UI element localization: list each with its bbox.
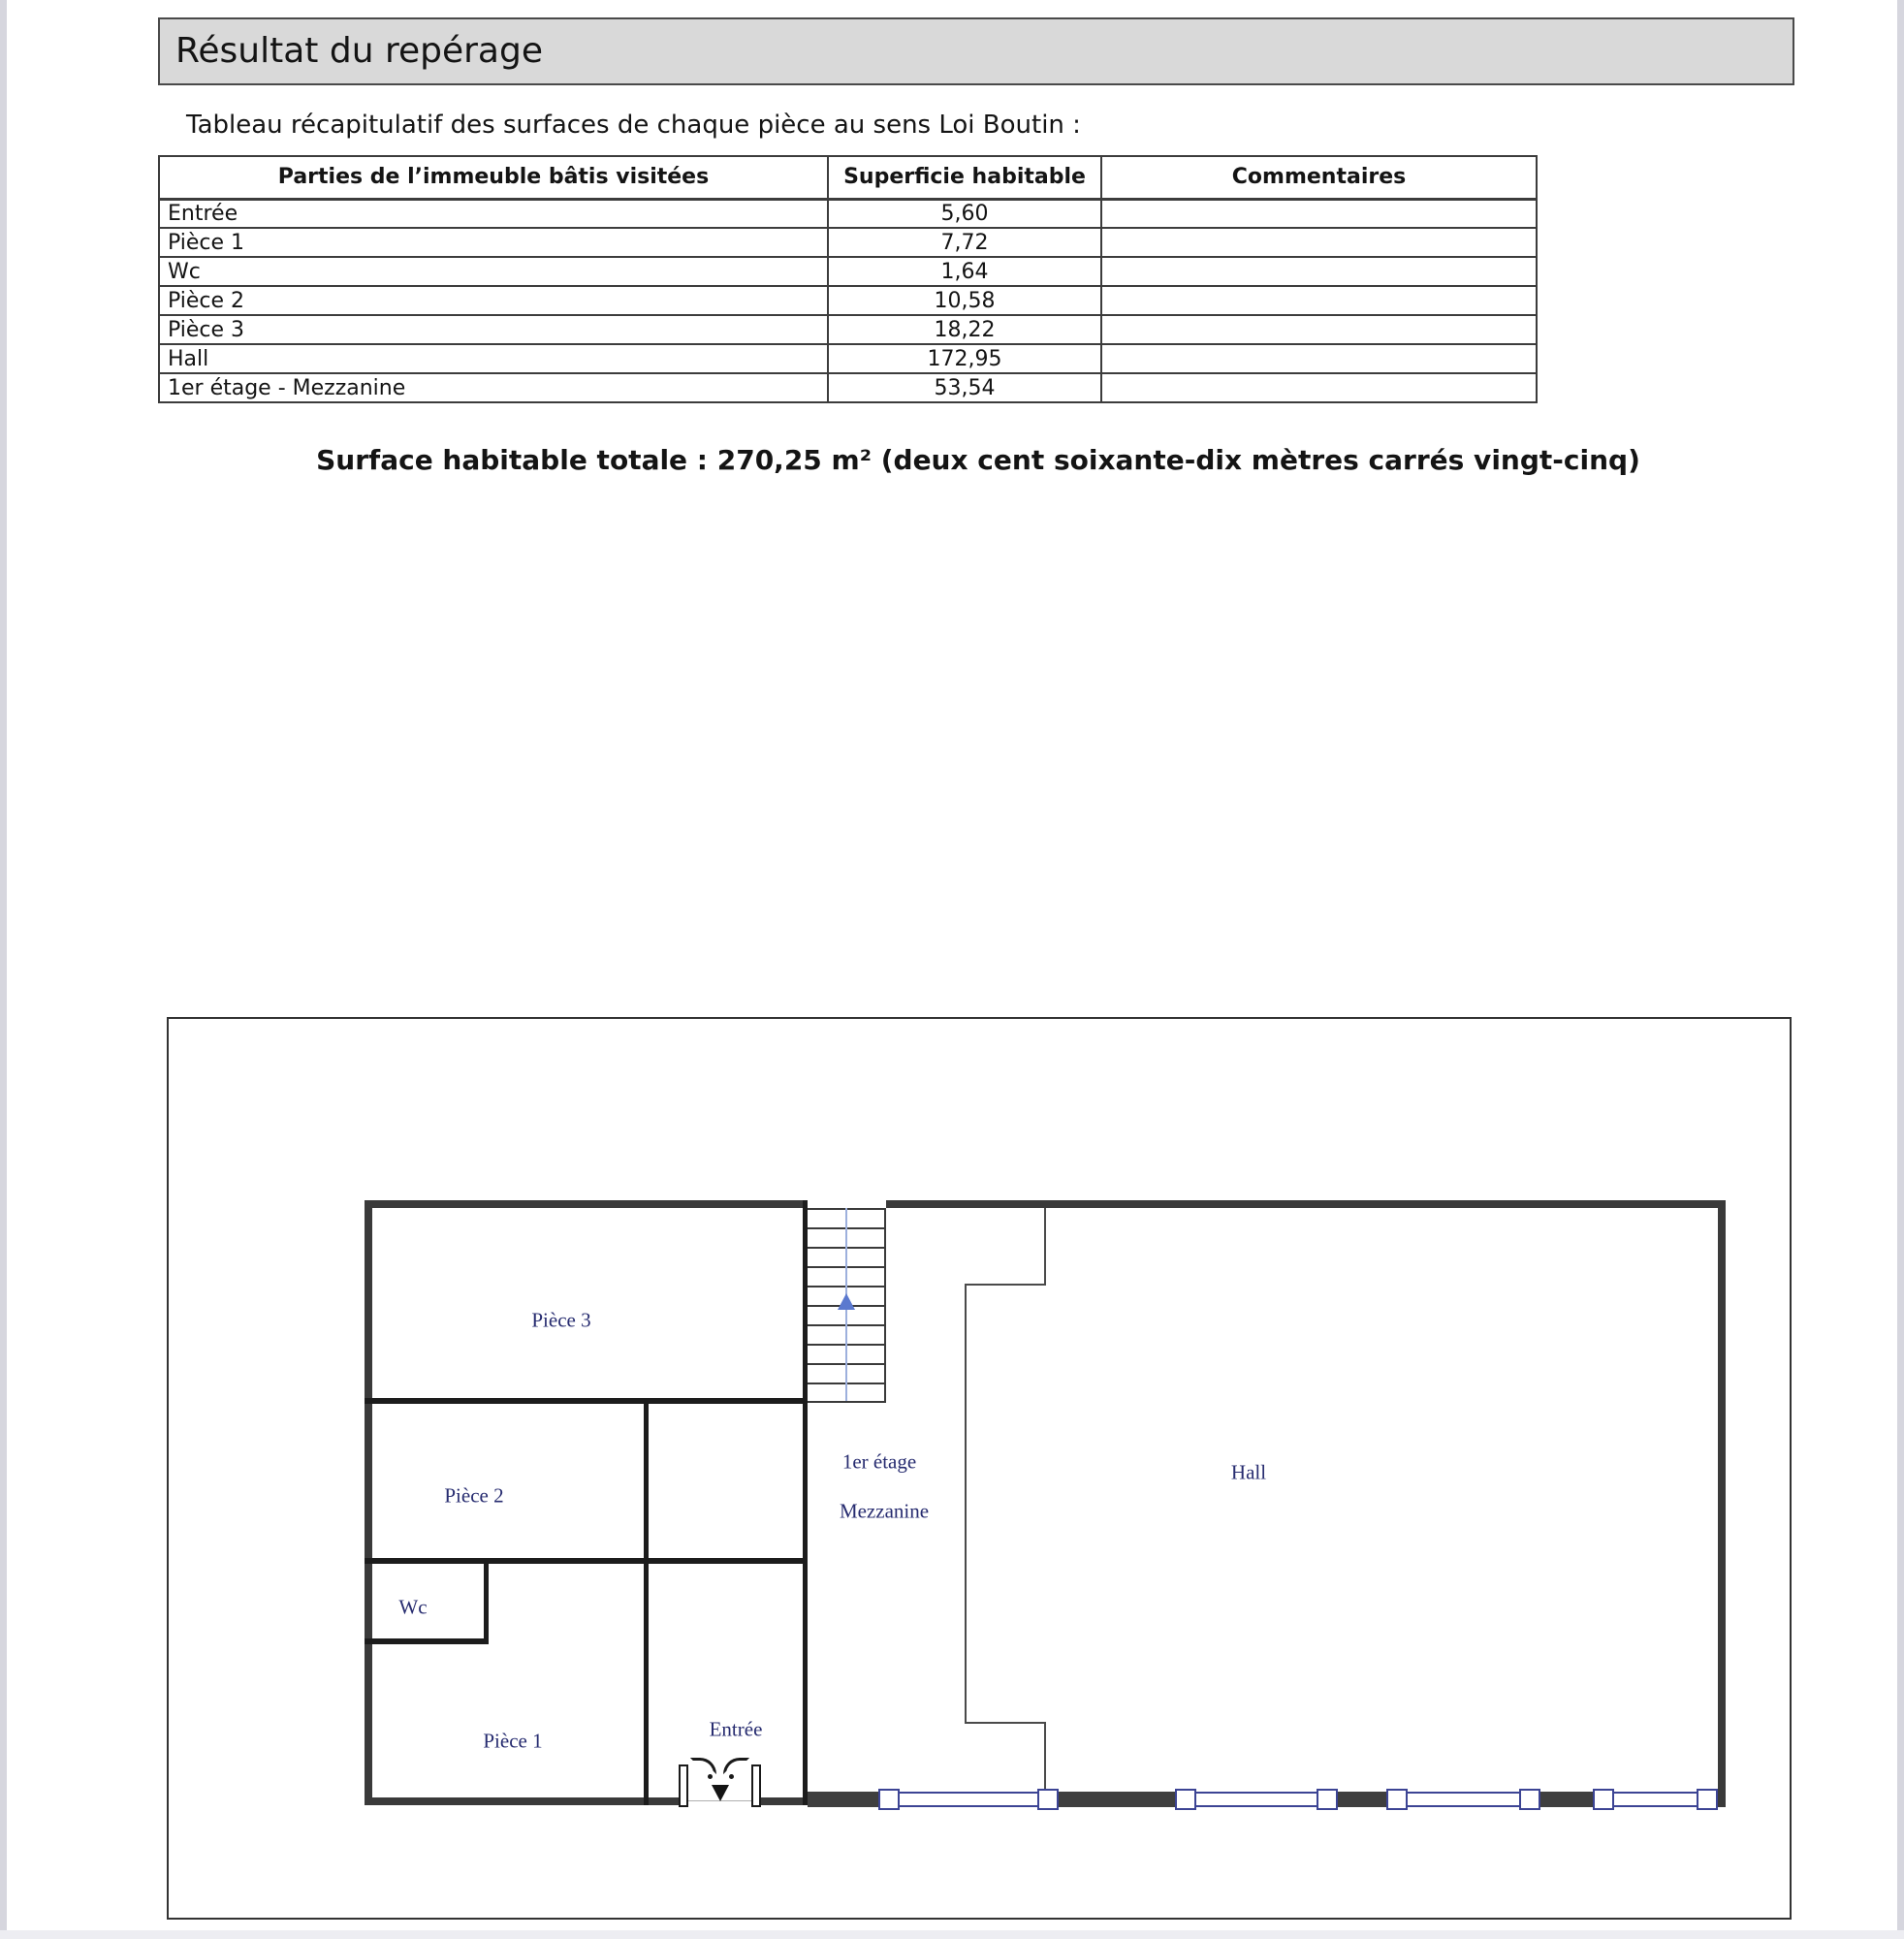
door-swing-arc-left bbox=[690, 1758, 716, 1774]
total-surface-line: Surface habitable totale : 270,25 m² (deux cent soixante-dix mètres carrés vingt-cinq) bbox=[316, 444, 1640, 476]
wall-piece1-right bbox=[644, 1398, 649, 1805]
door-swing-arc-right bbox=[723, 1758, 749, 1774]
wall-wc-bottom bbox=[365, 1638, 489, 1644]
wall-segment bbox=[1338, 1792, 1386, 1807]
door-dot bbox=[708, 1774, 713, 1779]
col-header-commentaires: Commentaires bbox=[1101, 156, 1537, 199]
wall-wc-right bbox=[484, 1558, 489, 1644]
window-post bbox=[1317, 1789, 1338, 1810]
room-comment bbox=[1101, 286, 1537, 315]
room-area: 1,64 bbox=[828, 257, 1101, 286]
room-label-wc: Wc bbox=[398, 1595, 428, 1619]
room-name: Pièce 1 bbox=[159, 228, 828, 257]
wall-segment bbox=[808, 1792, 879, 1807]
mezzanine-boundary bbox=[1044, 1208, 1046, 1284]
room-area: 18,22 bbox=[828, 315, 1101, 344]
table-caption: Tableau récapitulatif des surfaces de chaque pièce au sens Loi Boutin : bbox=[186, 111, 1081, 140]
window-segment bbox=[899, 1792, 1037, 1807]
wall-piece3-bottom bbox=[365, 1398, 808, 1404]
table-row bbox=[159, 257, 1537, 286]
door-dot bbox=[729, 1774, 734, 1779]
wall-top-right-segment bbox=[886, 1200, 1726, 1208]
page-edge-right bbox=[1897, 0, 1904, 1939]
floorplan-figure bbox=[167, 1017, 1792, 1920]
surface-table bbox=[158, 155, 1538, 403]
page-title: Résultat du repérage bbox=[175, 31, 543, 71]
wall-left bbox=[365, 1200, 372, 1805]
room-comment bbox=[1101, 228, 1537, 257]
stairs bbox=[808, 1208, 886, 1403]
window-post bbox=[1697, 1789, 1718, 1810]
door-jamb-left bbox=[679, 1764, 688, 1807]
col-header-parties: Parties de l’immeuble bâtis visitées bbox=[159, 156, 828, 199]
room-area: 53,54 bbox=[828, 373, 1101, 402]
room-name: Pièce 2 bbox=[159, 286, 828, 315]
window-segment bbox=[1614, 1792, 1708, 1807]
window-post bbox=[1519, 1789, 1540, 1810]
table-row bbox=[159, 344, 1537, 373]
page-edge-left bbox=[0, 0, 7, 1939]
room-comment bbox=[1101, 373, 1537, 402]
room-label-piece2: Pièce 2 bbox=[444, 1483, 504, 1508]
wall-right bbox=[1718, 1200, 1726, 1807]
room-area: 5,60 bbox=[828, 199, 1101, 228]
window-post bbox=[1593, 1789, 1614, 1810]
table-row bbox=[159, 228, 1537, 257]
table-row bbox=[159, 286, 1537, 315]
room-comment bbox=[1101, 344, 1537, 373]
section-title-bar bbox=[158, 17, 1794, 85]
room-name: Hall bbox=[159, 344, 828, 373]
room-label-entree: Entrée bbox=[709, 1717, 763, 1741]
door-jamb-right bbox=[751, 1764, 761, 1807]
room-label-piece1: Pièce 1 bbox=[483, 1729, 543, 1753]
room-comment bbox=[1101, 199, 1537, 228]
room-label-piece3: Pièce 3 bbox=[531, 1308, 591, 1332]
wall-segment bbox=[1539, 1792, 1593, 1807]
mezzanine-boundary bbox=[965, 1284, 1046, 1286]
wall-bottom-left bbox=[365, 1797, 682, 1805]
window-post bbox=[878, 1789, 900, 1810]
room-name: Pièce 3 bbox=[159, 315, 828, 344]
room-label-mezzanine: Mezzanine bbox=[839, 1499, 930, 1523]
page-edge-bottom bbox=[0, 1930, 1904, 1939]
mezzanine-boundary bbox=[965, 1722, 1046, 1724]
table-header-row bbox=[159, 156, 1537, 199]
room-label-hall: Hall bbox=[1230, 1460, 1267, 1484]
table-row bbox=[159, 199, 1537, 228]
wall-piece2-bottom bbox=[365, 1558, 808, 1564]
room-name: 1er étage - Mezzanine bbox=[159, 373, 828, 402]
table-row bbox=[159, 373, 1537, 402]
room-comment bbox=[1101, 257, 1537, 286]
room-name: Wc bbox=[159, 257, 828, 286]
mezzanine-boundary bbox=[965, 1284, 967, 1722]
col-header-superficie: Superficie habitable bbox=[828, 156, 1101, 199]
stairs-up-arrow-icon bbox=[838, 1293, 855, 1310]
window-post bbox=[1386, 1789, 1408, 1810]
window-segment bbox=[1406, 1792, 1519, 1807]
room-label-1er-etage: 1er étage bbox=[841, 1449, 917, 1474]
window-post bbox=[1175, 1789, 1196, 1810]
room-comment bbox=[1101, 315, 1537, 344]
room-area: 172,95 bbox=[828, 344, 1101, 373]
table-row bbox=[159, 315, 1537, 344]
window-post bbox=[1037, 1789, 1059, 1810]
mezzanine-boundary bbox=[1044, 1722, 1046, 1792]
room-area: 10,58 bbox=[828, 286, 1101, 315]
window-segment bbox=[1195, 1792, 1317, 1807]
wall-bottom-middle bbox=[757, 1797, 808, 1805]
room-area: 7,72 bbox=[828, 228, 1101, 257]
door-direction-marker-icon bbox=[712, 1785, 729, 1801]
wall-top-left-segment bbox=[365, 1200, 808, 1208]
wall-segment bbox=[1059, 1792, 1176, 1807]
room-name: Entrée bbox=[159, 199, 828, 228]
